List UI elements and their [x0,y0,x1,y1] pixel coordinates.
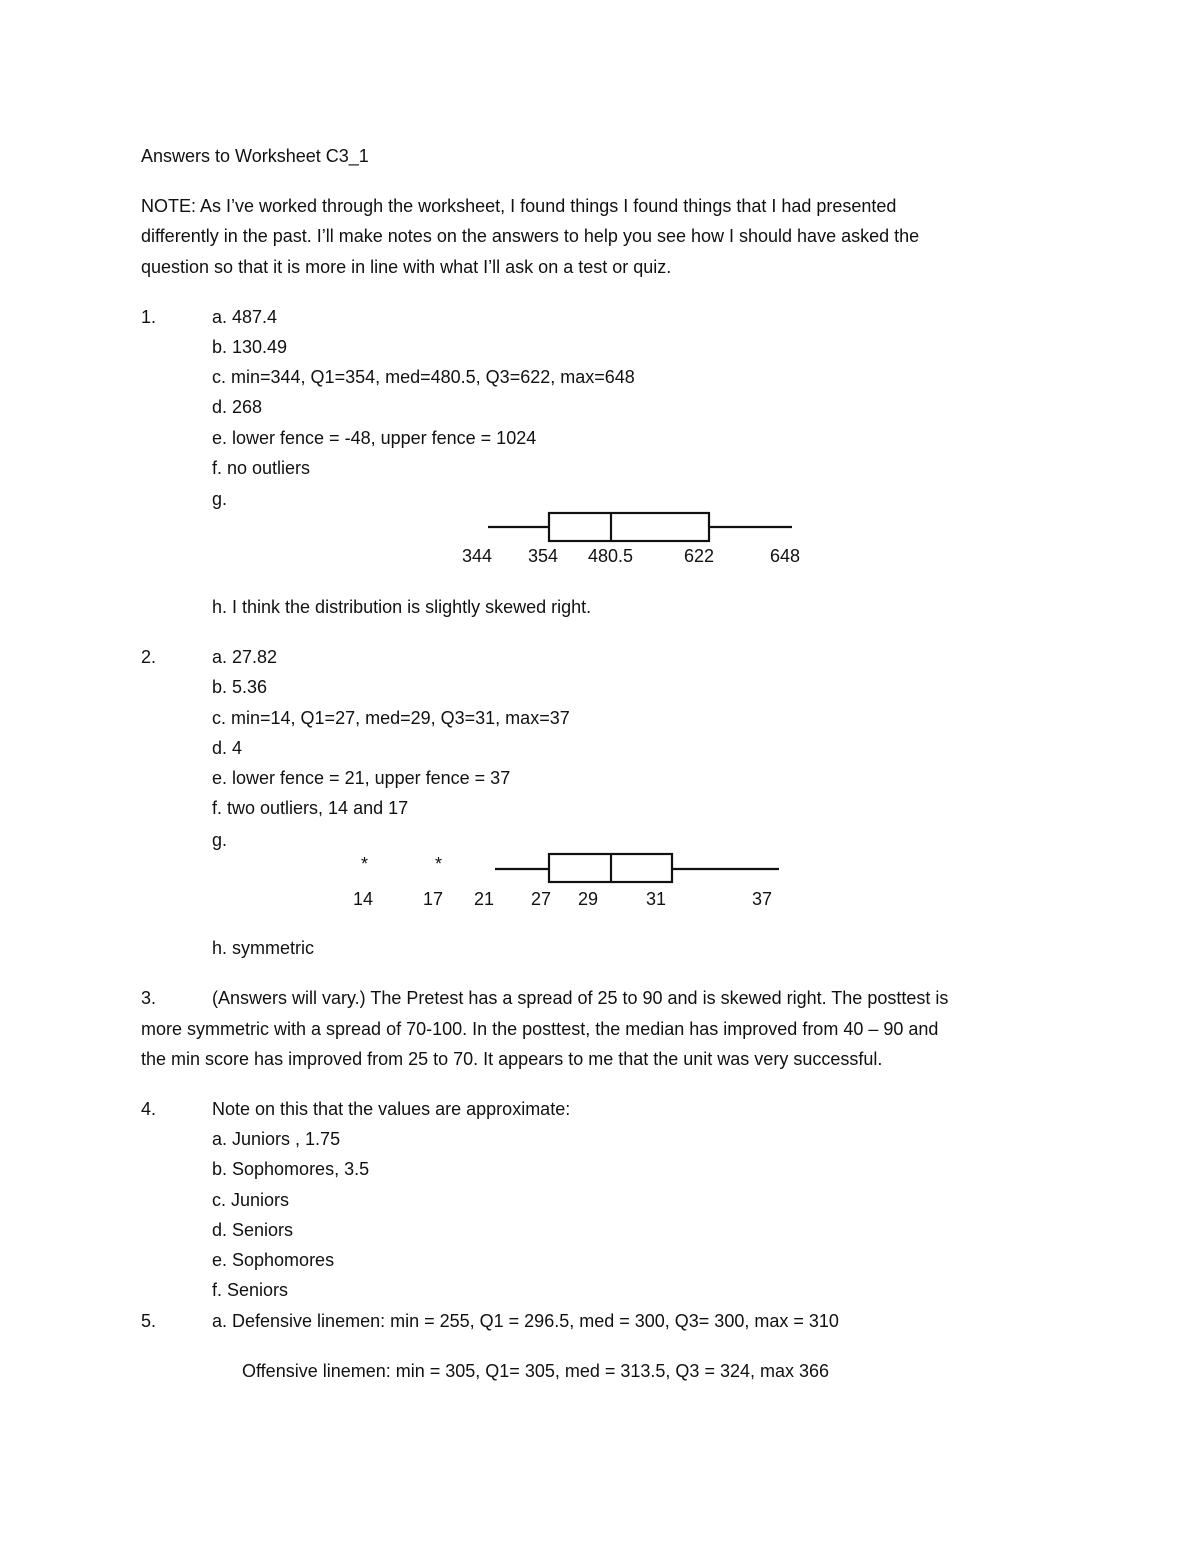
q4-answer-c: c. Juniors [212,1190,290,1210]
boxplot-1-tick-label: 648 [770,546,801,566]
q4-answer-f: f. Seniors [212,1280,289,1300]
q1-answer-c: c. min=344, Q1=354, med=480.5, Q3=622, max=648 [212,367,635,387]
q3-line-3: the min score has improved from 25 to 70. It appears to me that the unit was very successful. [141,1049,883,1069]
q5-answer-a: a. Defensive linemen: min = 255, Q1 = 296.5, med = 300, Q3= 300, max = 310 [212,1311,839,1331]
boxplot-2-tick-label: 17 [423,889,444,909]
q1-answer-e: e. lower fence = -48, upper fence = 1024 [212,428,537,448]
q2-answer-g: g. [212,830,228,850]
q1-answer-d: d. 268 [212,397,263,417]
boxplot-1-tick-label: 354 [528,546,559,566]
q2-number: 2. [141,647,157,667]
q5-number: 5. [141,1311,157,1331]
q2-answer-c: c. min=14, Q1=27, med=29, Q3=31, max=37 [212,708,570,728]
boxplot-1-tick-label: 344 [462,546,493,566]
boxplot-2-tick-label: 31 [646,889,667,909]
boxplot-2-tick-label: 21 [474,889,495,909]
q1-answer-h: h. I think the distribution is slightly skewed right. [212,597,592,617]
q4-intro: Note on this that the values are approximate: [212,1099,571,1119]
q4-answer-a: a. Juniors , 1.75 [212,1129,341,1149]
q1-answer-b: b. 130.49 [212,337,288,357]
q1-number: 1. [141,307,157,327]
q1-answer-g: g. [212,489,228,509]
q2-answer-f: f. two outliers, 14 and 17 [212,798,409,818]
q2-answer-a: a. 27.82 [212,647,278,667]
q4-answer-d: d. Seniors [212,1220,294,1240]
note-line-2: differently in the past. I’ll make notes on the answers to help you see how I should have asked the [141,226,920,246]
q4-answer-e: e. Sophomores [212,1250,335,1270]
boxplot-2-outlier-marker: * [435,854,443,874]
q2-answer-h: h. symmetric [212,938,315,958]
boxplot-2-tick-label: 14 [353,889,374,909]
q4-answer-b: b. Sophomores, 3.5 [212,1159,370,1179]
boxplot-1-tick-label: 480.5 [588,546,634,566]
boxplot-2-tick-label: 27 [531,889,552,909]
q1-answer-a: a. 487.4 [212,307,278,327]
page-title: Answers to Worksheet C3_1 [141,146,369,166]
q5-offensive-linemen: Offensive linemen: min = 305, Q1= 305, med = 313.5, Q3 = 324, max 366 [242,1361,830,1381]
note-line-1: NOTE: As I’ve worked through the worksheet, I found things I found things that I had presented [141,196,897,216]
q3-number: 3. [141,988,157,1008]
note-line-3: question so that it is more in line with what I’ll ask on a test or quiz. [141,257,672,277]
q1-answer-f: f. no outliers [212,458,311,478]
q2-answer-d: d. 4 [212,738,243,758]
boxplot-2-tick-label: 37 [752,889,773,909]
q2-answer-b: b. 5.36 [212,677,268,697]
boxplot-1-tick-label: 622 [684,546,715,566]
boxplot-2-outlier-marker: * [361,854,369,874]
q3-line-1: (Answers will vary.) The Pretest has a spread of 25 to 90 and is skewed right. The posttest is [212,988,949,1008]
q3-line-2: more symmetric with a spread of 70-100. In the posttest, the median has improved from 40 – 90 and [141,1019,939,1039]
boxplot-2-tick-label: 29 [578,889,599,909]
q2-answer-e: e. lower fence = 21, upper fence = 37 [212,768,511,788]
q4-number: 4. [141,1099,157,1119]
